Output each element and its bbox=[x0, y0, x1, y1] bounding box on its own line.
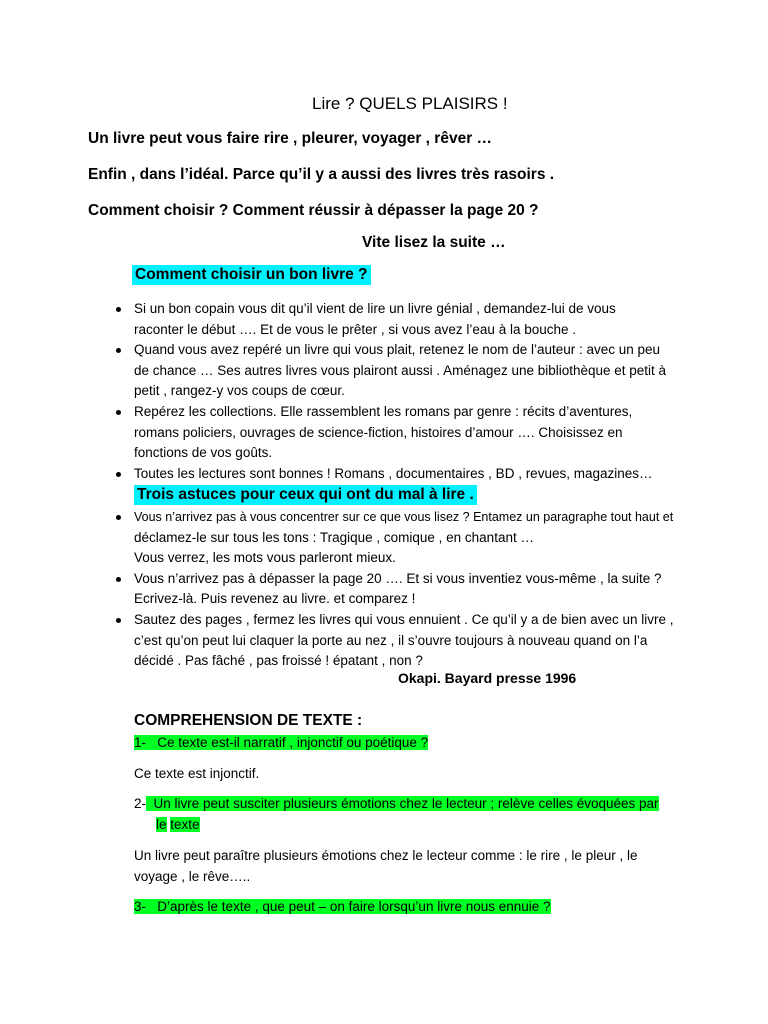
list-item bbox=[116, 569, 696, 610]
section-2-heading bbox=[134, 486, 477, 504]
list-item-line: romans policiers, ouvrages de science-fiction, histoires d’amour …. Choisissez en bbox=[134, 424, 623, 440]
list-item bbox=[116, 610, 696, 672]
answer-2-line: voyage , le rêve….. bbox=[134, 868, 251, 884]
list-item-line: Quand vous avez repéré un livre qui vous plait, retenez le nom de l’auteur : avec un peu bbox=[134, 342, 661, 358]
list-item-line: petit , rangez-y vos coups de cœur. bbox=[134, 383, 345, 399]
list-item-line: Vous verrez, les mots vous parleront mieux. bbox=[134, 550, 396, 566]
question-3-text: D’après le texte , que peut – on faire lorsqu’un livre nous ennuie ? bbox=[157, 899, 551, 914]
list-item-line: de chance … Ses autres livres vous plairont aussi . Aménagez une bibliothèque et petit à bbox=[134, 362, 667, 378]
question-1-number: 1- bbox=[134, 735, 147, 750]
section-2-list bbox=[116, 507, 696, 672]
question-2-continued bbox=[156, 815, 200, 836]
list-item-line: décidé . Pas fâché , pas froissé ! épatant , non ? bbox=[134, 653, 423, 669]
list-item-line: Repérez les collections. Elle rassemblent les romans par genre : récits d’aventures, bbox=[134, 403, 633, 419]
intro-line-1: Un livre peut vous faire rire , pleurer, voyager , rêver … bbox=[88, 130, 493, 147]
question-2 bbox=[134, 794, 659, 815]
answer-1: Ce texte est injonctif. bbox=[134, 766, 260, 781]
list-item-line: Vous n’arrivez pas à vous concentrer sur ce que vous lisez ? Entamez un paragraphe tout haut et bbox=[134, 510, 674, 524]
question-1-text: Ce texte est-il narratif , injonctif ou poétique ? bbox=[157, 735, 429, 750]
page-title: Lire ? QUELS PLAISIRS ! bbox=[312, 94, 508, 113]
list-item bbox=[116, 402, 676, 464]
intro-line-3: Comment choisir ? Comment réussir à dépasser la page 20 ? bbox=[88, 202, 539, 219]
section-1-heading bbox=[132, 266, 371, 284]
question-2-text-end-a: le bbox=[156, 817, 167, 832]
list-item bbox=[116, 299, 676, 340]
question-2-text: Un livre peut susciter plusieurs émotions chez le lecteur ; relève celles évoquées par bbox=[153, 796, 659, 811]
answer-2-line: Un livre peut paraître plusieurs émotions chez le lecteur comme : le rire , le pleur , le bbox=[134, 848, 638, 863]
question-1 bbox=[134, 733, 428, 754]
list-item bbox=[116, 507, 696, 569]
question-3 bbox=[134, 897, 551, 918]
list-item-line: fonctions de vos goûts. bbox=[134, 445, 273, 461]
answer-2 bbox=[134, 846, 637, 887]
section-1-list bbox=[116, 299, 676, 484]
list-item-line: déclamez-le sur tous les tons : Tragique , comique , en chantant … bbox=[134, 529, 534, 545]
list-item bbox=[116, 340, 676, 402]
list-item-line: Vous n’arrivez pas à dépasser la page 20 …. Et si vous inventiez vous-même , la suite ? bbox=[134, 570, 662, 586]
list-item-line: raconter le début …. Et de vous le prêter , si vous avez l’eau à la bouche . bbox=[134, 321, 576, 337]
question-3-number: 3- bbox=[134, 899, 147, 914]
list-item-line: Sautez des pages , fermez les livres qui vous ennuient . Ce qu’il y a de bien avec un livre , bbox=[134, 611, 674, 627]
list-item-line: c’est qu’on peut lui claquer la porte au nez , il s’ouvre toujours à nouveau quand on l’a bbox=[134, 632, 648, 648]
question-2-text-end-b: texte bbox=[170, 817, 200, 832]
citation: Okapi. Bayard presse 1996 bbox=[398, 670, 577, 686]
suite-line: Vite lisez la suite … bbox=[362, 234, 506, 251]
list-item-line: Toutes les lectures sont bonnes ! Romans , documentaires , BD , revues, magazines… bbox=[134, 465, 653, 481]
list-item-line: Ecrivez-là. Puis revenez au livre. et comparez ! bbox=[134, 591, 416, 607]
intro-line-2: Enfin , dans l’idéal. Parce qu’il y a aussi des livres très rasoirs . bbox=[88, 166, 555, 183]
section-1-heading-text: Comment choisir un bon livre ? bbox=[132, 265, 371, 285]
comprehension-title: COMPREHENSION DE TEXTE : bbox=[134, 712, 363, 729]
question-2-number: 2- bbox=[134, 796, 147, 811]
list-item bbox=[116, 464, 676, 485]
section-2-heading-text: Trois astuces pour ceux qui ont du mal à lire . bbox=[134, 485, 477, 505]
list-item-line: Si un bon copain vous dit qu’il vient de lire un livre génial , demandez-lui de vous bbox=[134, 301, 616, 316]
